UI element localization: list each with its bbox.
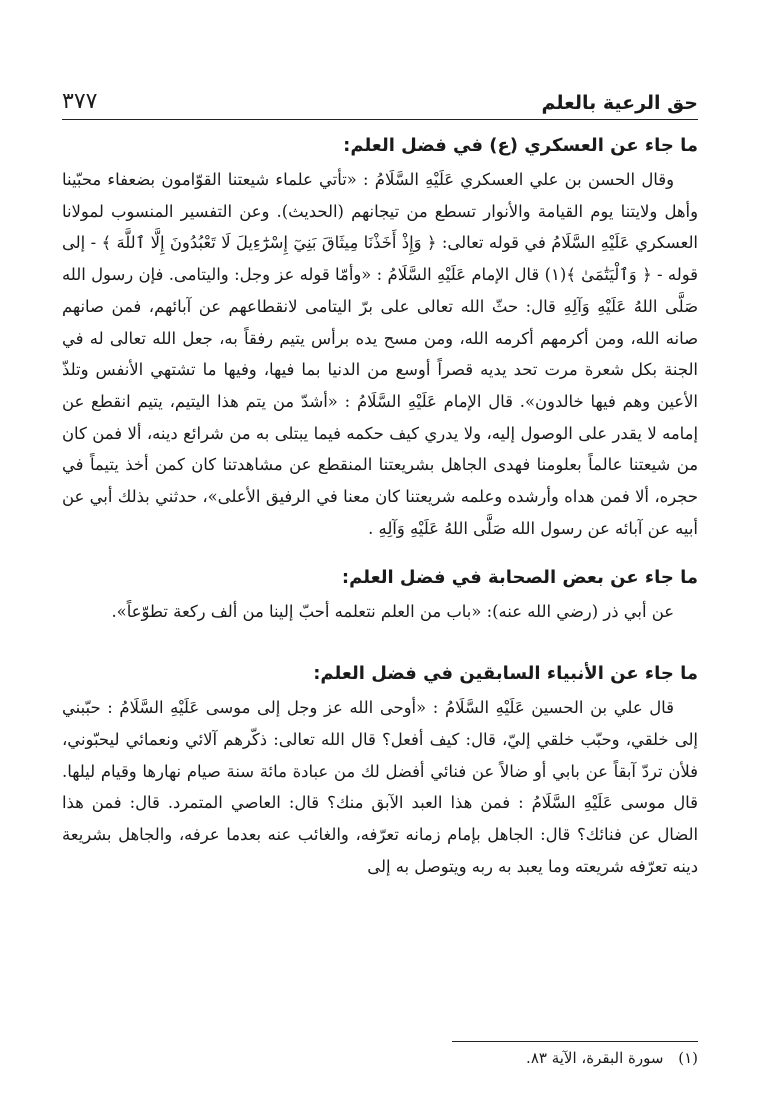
section-heading: ما جاء عن الأنبياء السابقين في فضل العلم: [313,663,698,685]
footnote-divider [452,1041,698,1042]
paragraph: وقال الحسن بن علي العسكري عَلَيْهِ السَّلَامُ : «تأتي علماء شيعتنا القوّامون بضعفاء محبّينا وأهل ولايتنا يوم القيامة والأنوار تسطع من تيجانهم (الحديث). وعن التفسير المنسوب لمولانا العسكري عَلَيْهِ السَّلَامُ في قوله تعالى: ﴿ وَإِذْ أَخَذْنَا مِيثَاقَ بَنِيٓ إِسْرَٰٓءِيلَ لَا تَعْبُدُونَ إِلَّا ٱللَّهَ ﴾ - إلى قوله - ﴿ وَٱلْيَتَٰمَىٰ ﴾(١) قال الإمام عَلَيْهِ السَّلَامُ : «وأمّا قوله عز وجل: والیتامی. فإن رسول الله صَلَّى اللهُ عَلَيْهِ وَآلِهِ قال: حثّ الله تعالى على برّ اليتامى لانقطاعهم عن آبائهم، فمن صانهم صانه الله، ومن أكرمهم أكرمه الله، ومن مسح يده برأس يتيم رفقاً به، جعل الله تعالى له في الجنة بكل شعرة مرت تحد يديه قصراً أوسع من الدنيا بما فيها، وفيها ما تشتهي الأنفس وتلذّ الأعين وهم فيها خالدون». قال الإمام عَلَيْهِ السَّلَامُ : «أشدّ من يتم هذا اليتيم، يتيم انقطع عن إمامه لا يقدر على الوصول إليه، ولا يدري كيف حكمه فيما يبتلى به من شرائع دينه، ألا فمن كان من شيعتنا عالماً بعلومنا فهدى الجاهل بشريعتنا المنقطع عن مشاهدتنا كان كمن أخذ يتيماً في حجره، ألا فمن هداه وأرشده وعلمه شريعتنا كان معنا في الرفيق الأعلى»، حدثني بذلك أبي عن أبيه عن آبائه عن رسول الله صَلَّى اللهُ عَلَيْهِ وَآلِهِ . [62,170,699,538]
running-title: حق الرعية بالعلم [541,92,698,114]
section-prophets [62,656,698,882]
section-askari [62,128,698,544]
footnote [526,1049,698,1067]
footnote-number: (١) [678,1049,698,1067]
page-body [62,128,698,882]
page-header [62,84,698,114]
footnote-text: سورة البقرة، الآية ٨٣. [526,1049,664,1067]
page-number: ٣٧٧ [62,89,98,114]
paragraph: عن أبي ذر (رضي الله عنه): «باب من العلم نتعلمه أحبّ إلينا من ألف ركعة تطوّعاً». [111,602,674,622]
section-companions [62,560,698,628]
paragraph: قال علي بن الحسين عَلَيْهِ السَّلَامُ : «أوحى الله عز وجل إلى موسى عَلَيْهِ السَّلَامُ : حبّبني إلى خلقي، وحبّب خلقي إليّ، قال: كيف أفعل؟ قال الله تعالى: ذكّرهم آلائي ونعمائي ليحبّوني، فلأن تردّ آبقاً عن بابي أو ضالاً عن فنائي أفضل لك من عبادة مائة سنة صيام نهارها وقيام ليلها. قال موسى عَلَيْهِ السَّلَامُ : فمن هذا العبد الآبق منك؟ قال: العاصي المتمرد. قال: فمن هذا الضال عن فنائك؟ قال: الجاهل بإمام زمانه تعرّفه، والغائب عنه بعدما عرفه، والجاهل بشريعة دينه تعرّفه شريعته وما يعبد به ربه ويتوصل به إلى [62,698,698,876]
section-heading: ما جاء عن العسكري (ع) في فضل العلم: [343,135,698,156]
section-heading: ما جاء عن بعض الصحابة في فضل العلم: [341,567,698,589]
header-divider [62,119,698,120]
